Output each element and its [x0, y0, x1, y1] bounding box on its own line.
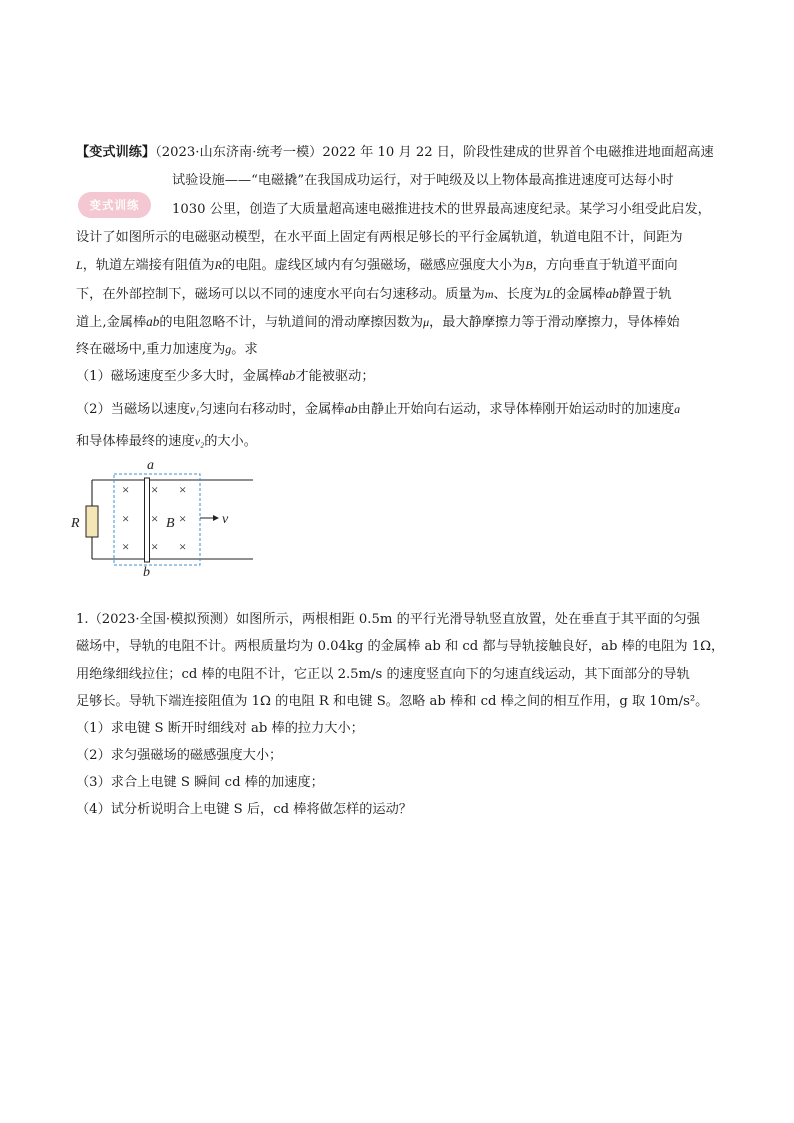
problem-1-question-4: （4）试分析说明合上电键 S 后，cd 棒将做怎样的运动？	[76, 802, 412, 817]
text-fragment: 道上,金属棒	[76, 315, 147, 330]
text-fragment: 匀速向右移动时，金属棒	[199, 402, 345, 417]
problem-1-question-3: （3）求合上电键 S 瞬间 cd 棒的加速度；	[76, 775, 324, 790]
exercise-line-8	[76, 340, 258, 359]
velocity-arrowhead	[213, 515, 219, 521]
exercise-line-1	[76, 144, 714, 162]
symbol-ab: ab	[282, 368, 296, 383]
text-fragment: 的电阻。虚线区域内有匀强磁场，磁感应强度大小为	[221, 258, 526, 273]
problem-1-line-4: 足够长。导轨下端连接阻值为 1Ω 的电阻 R 和电键 S。忽略 ab 棒和 cd 棒之间的相互作用，g 取 10m/s²。	[76, 694, 709, 709]
symbol-v2: v₂	[194, 434, 205, 448]
exercise-line-4: 设计了如图所示的电磁驱动模型，在水平面上固定有两根足够长的平行金属轨道，轨道电阻不计，间距为	[76, 230, 683, 245]
exercise-question-2	[76, 400, 680, 419]
field-label-B: B	[166, 516, 175, 531]
problem-1-line-3: 用绝缘细线拉住；cd 棒的电阻不计，它正以 2.5m/s 的速度竖直向下的匀速直线运动，其下面部分的导轨	[76, 667, 690, 682]
field-cross: ×	[122, 482, 130, 497]
text-fragment: 和导体棒最终的速度	[76, 434, 195, 449]
problem-1-question-1: （1）求电键 S 断开时细线对 ab 棒的拉力大小；	[76, 721, 364, 736]
symbol-v1: v₁	[189, 402, 200, 416]
rod-ab	[145, 478, 150, 562]
field-cross: ×	[151, 539, 159, 554]
symbol-m: m	[484, 287, 494, 301]
field-cross: ×	[179, 482, 187, 497]
symbol-a: a	[674, 402, 681, 416]
text-fragment: ，最大静摩擦力等于滑动摩擦力，导体棒始	[429, 315, 680, 330]
rod-label-b: b	[143, 565, 150, 580]
text-fragment: 的电阻忽略不计，与轨道间的滑动摩擦因数为	[159, 315, 424, 330]
symbol-R: R	[214, 258, 222, 272]
text-fragment: （1）磁场速度至少多大时，金属棒	[76, 369, 283, 384]
exercise-badge: 变式训练	[78, 192, 151, 218]
text-fragment: 的金属棒	[552, 287, 606, 302]
exercise-line-6	[76, 285, 672, 304]
field-cross: ×	[122, 539, 130, 554]
text-fragment: 终在磁场中,重力加速度为	[76, 342, 226, 357]
symbol-g: g	[225, 342, 232, 356]
symbol-ab: ab	[344, 401, 358, 416]
text-fragment: ，方向垂直于轨道平面向	[532, 258, 678, 273]
text-fragment: 下，在外部控制下，磁场可以以不同的速度水平向右匀速移动。质量为	[76, 287, 485, 302]
text-fragment: 由静止开始向右运动，求导体棒刚开始运动时的加速度	[357, 402, 675, 417]
exercise-line-2: 试验设施——“电磁撬”在我国成功运行，对于吨级及以上物体最高推进速度可达每小时	[172, 173, 674, 188]
symbol-B: B	[525, 258, 533, 272]
symbol-mu: μ	[423, 315, 430, 329]
field-cross: ×	[179, 511, 187, 526]
velocity-label: v	[222, 512, 229, 527]
symbol-ab: ab	[146, 314, 160, 329]
exercise-source: （2023·山东济南·统考一模）2022 年 10 月 22 日，阶段性建成的世界首个电磁推进地面超高速	[155, 145, 714, 160]
exercise-question-1	[76, 367, 375, 386]
problem-1-line-2: 磁场中，导轨的电阻不计。两根质量均为 0.04kg 的金属棒 ab 和 cd 都与导轨接触良好，ab 棒的电阻为 1Ω，	[76, 639, 725, 654]
resistor-label: R	[71, 516, 80, 531]
text-fragment: 。求	[231, 342, 258, 357]
problem-1-line-1: 1.（2023·全国·模拟预测）如图所示，两根相距 0.5m 的平行光滑导轨竖直放置，处在垂直于其平面的匀强	[76, 612, 700, 627]
exercise-bracket-label: 【变式训练】	[76, 145, 156, 160]
text-fragment: （2）当磁场以速度	[76, 402, 190, 417]
text-fragment: 才能被驱动；	[295, 369, 375, 384]
exercise-line-7	[76, 313, 680, 332]
text-fragment: 的大小。	[204, 434, 257, 449]
rail-diagram	[70, 456, 270, 584]
exercise-line-3: 1030 公里，创造了大质量超高速电磁推进技术的世界最高速度纪录。某学习小组受此启发，	[172, 202, 711, 217]
text-fragment: 静置于轨	[618, 287, 672, 302]
text-fragment: 、长度为	[493, 287, 547, 302]
field-cross: ×	[179, 539, 187, 554]
exercise-line-5	[76, 256, 678, 275]
symbol-L: L	[546, 287, 553, 301]
field-cross: ×	[122, 511, 130, 526]
field-cross: ×	[151, 511, 159, 526]
exercise-question-2-cont	[76, 432, 257, 451]
problem-1-question-2: （2）求匀强磁场的磁感强度大小；	[76, 748, 283, 763]
symbol-ab: ab	[605, 286, 619, 301]
resistor	[86, 506, 98, 537]
symbol-L: L	[76, 258, 83, 272]
text-fragment: ，轨道左端接有阻值为	[82, 258, 215, 273]
field-cross: ×	[151, 482, 159, 497]
rod-label-a: a	[147, 458, 154, 473]
